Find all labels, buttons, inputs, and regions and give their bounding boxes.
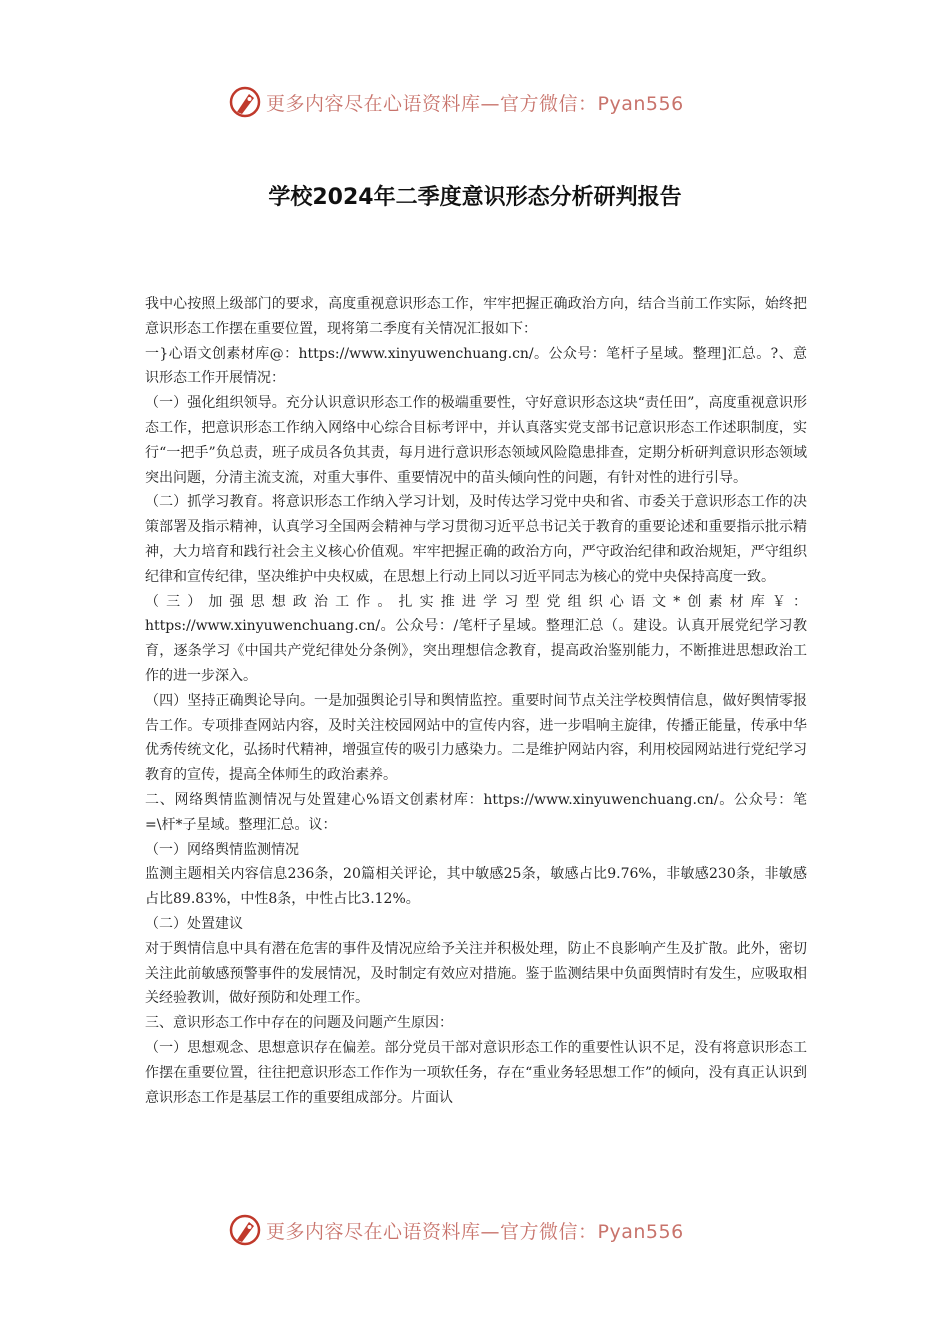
paragraph-2-2-heading: （二）处置建议 <box>145 915 243 932</box>
document-title: 学校2024年二季度意识形态分析研判报告 <box>268 185 682 210</box>
footer-banner-text: 更多内容尽在心语资料库—官方微信：Pyan556 <box>266 1220 684 1243</box>
paragraph-section-3-heading: 三、意识形态工作中存在的问题及问题产生原因： <box>145 1015 453 1032</box>
paragraph-1-4: （四）坚持正确舆论导向。一是加强舆论引导和舆情监控。重要时间节点关注学校舆情信息，做好舆情零报告工作。专项排查网站内容，及时关注校园网站中的宣传内容，进一步唱响主旋律，传播正能量，传承中华优秀传统文化，弘扬时代精神，增强宣传的吸引力感染力。二是维护网站内容，利用校园网站进行党纪学习教育的宣传，提高全体师生的政治素养。 <box>145 692 807 784</box>
paragraph-section-1-heading: 一}心语文创素材库@：https://www.xinyuwenchuang.cn/。公众号：笔杆子星域。整理]汇总。?、意识形态工作开展情况： <box>145 345 807 387</box>
paragraph-section-2-heading: 二、网络舆情监测情况与处置建心%语文创素材库：https://www.xinyuwenchuang.cn/。公众号：笔=\杆*子星域。整理汇总。议： <box>145 791 807 833</box>
footer-banner <box>228 1210 728 1250</box>
pen-nib-logo-icon <box>228 1213 262 1247</box>
paragraph-1-2: （二）抓学习教育。将意识形态工作纳入学习计划，及时传达学习党中央和省、市委关于意识形态工作的决策部署及指示精神，认真学习全国两会精神与学习贯彻习近平总书记关于教育的重要论述和重要指示批示精神，大力培育和践行社会主义核心价值观。牢牢把握正确的政治方向，严守政治纪律和政治规矩，严守组织纪律和宣传纪律，坚决维护中央权威，在思想上行动上同以习近平同志为核心的党中央保持高度一致。 <box>145 494 807 585</box>
pen-nib-logo-icon <box>228 85 262 119</box>
header-banner-text: 更多内容尽在心语资料库—官方微信：Pyan556 <box>266 92 684 115</box>
paragraph-2-1-stats: 监测主题相关内容信息236条，20篇相关评论，其中敏感25条，敏感占比9.76%，非敏感230条，非敏感占比89.83%，中性8条，中性占比3.12%。 <box>145 866 807 908</box>
header-banner <box>228 82 728 122</box>
paragraph-2-2-body: 对于舆情信息中具有潜在危害的事件及情况应给予关注并积极处理，防止不良影响产生及扩散。此外，密切关注此前敏感预警事件的发展情况，及时制定有效应对措施。鉴于监测结果中负面舆情时有发生，应吸取相关经验教训，做好预防和处理工作。 <box>145 940 807 1007</box>
document-body <box>145 292 807 1110</box>
paragraph-3-1: （一）思想观念、思想意识存在偏差。部分党员干部对意识形态工作的重要性认识不足，没有将意识形态工作摆在重要位置，往往把意识形态工作作为一项软任务，存在“重业务轻思想工作”的倾向，没有真正认识到意识形态工作是基层工作的重要组成部分。片面认 <box>145 1039 807 1106</box>
paragraph-1-1: （一）强化组织领导。充分认识意识形态工作的极端重要性，守好意识形态这块“责任田”，高度重视意识形态工作，把意识形态工作纳入网络中心综合目标考评中，并认真落实党支部书记意识形态工作述职制度，实行“一把手”负总责，班子成员各负其责，每月进行意识形态领域风险隐患排查，定期分析研判意识形态领域突出问题，分清主流支流，对重大事件、重要情况中的苗头倾向性的问题，有针对性的进行引导。 <box>145 395 807 486</box>
paragraph-intro: 我中心按照上级部门的要求，高度重视意识形态工作，牢牢把握正确政治方向，结合当前工作实际，始终把意识形态工作摆在重要位置，现将第二季度有关情况汇报如下： <box>145 296 807 337</box>
paragraph-1-3: （三）加强思想政治工作。扎实推进学习型党组织心语文*创素材库￥：https://www.xinyuwenchuang.cn/。公众号：/笔杆子星域。整理汇总（。建设。认真开展党纪学习教育，逐条学习《中国共产党纪律处分条例》，突出理想信念教育，提高政治鉴别能力，不断推进思想政治工作的进一步深入。 <box>145 593 807 684</box>
paragraph-2-1-heading: （一）网络舆情监测情况 <box>145 841 299 858</box>
